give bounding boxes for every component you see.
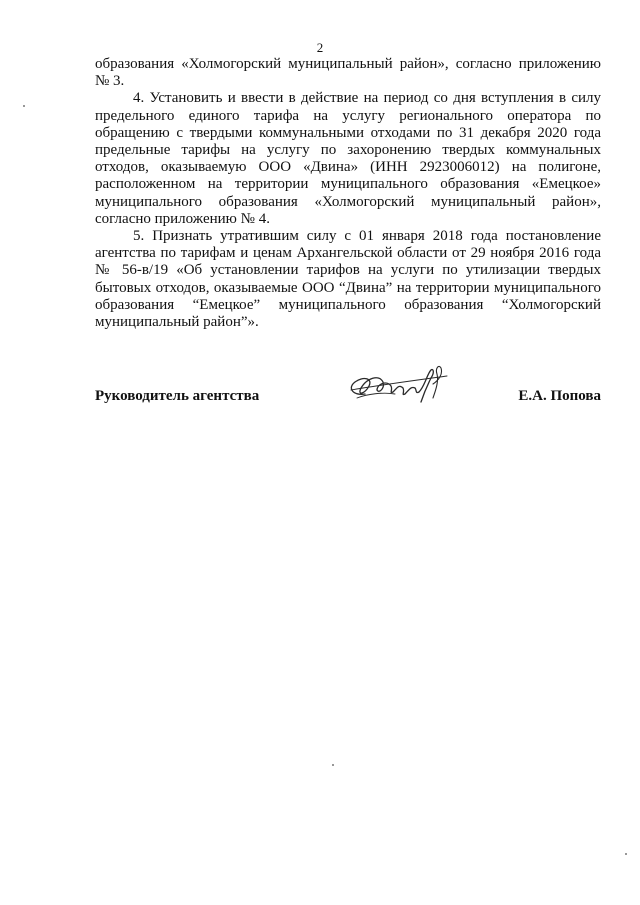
document-body (95, 56, 601, 331)
scan-speck (625, 853, 627, 855)
page-number: 2 (316, 40, 324, 55)
paragraph-continuation: образования «Холмогорский муниципальный район», согласно приложению № 3. (95, 56, 601, 90)
scan-speck (23, 105, 25, 107)
scan-speck (332, 764, 334, 766)
paragraph-item-5: 5. Признать утратившим силу с 01 января 2018 года постановление агентства по тарифам и ценам Архангельской области от 29 ноября 2016 года № 56-в/19 «Об установлении тарифов на услуги по утилизации твердых бытовых отходов, оказываемые ООО “Двина” на территории муниципального образования “Емецкое” муниципального образования “Холмогорский муниципальный район”». (95, 228, 601, 331)
paragraph-item-4: 4. Установить и ввести в действие на период со дня вступления в силу предельного единого тарифа на услугу регионального оператора по обращению с твердыми коммунальными отходами по 31 декабря 2020 года предельные тарифы на услугу по захоронению твердых коммунальных отходов, оказываемую ООО «Двина» (ИНН 2923006012) на полигоне, расположенном на территории муниципального образования «Емецкое» муниципального образования «Холмогорский муниципальный район», согласно приложению № 4. (95, 90, 601, 227)
handwritten-signature (343, 360, 458, 410)
signatory-name: Е.А. Попова (518, 388, 601, 404)
signatory-position: Руководитель агентства (95, 388, 260, 404)
